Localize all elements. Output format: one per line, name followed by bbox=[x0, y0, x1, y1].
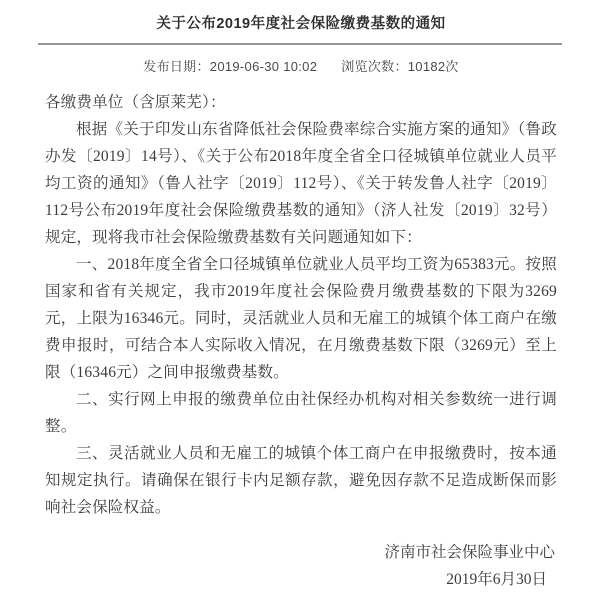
page-title: 关于公布2019年度社会保险缴费基数的通知 bbox=[156, 16, 446, 32]
meta-line bbox=[45, 59, 557, 75]
paragraph-item-2-online-declaration: 二、实行网上申报的缴费单位由社保经办机构对相关参数统一进行调整。 bbox=[45, 391, 557, 435]
notice-body bbox=[45, 89, 557, 521]
signature-organization: 济南市社会保险事业中心 bbox=[384, 544, 555, 561]
publish-date-value: 2019-06-30 10:02 bbox=[209, 59, 318, 74]
salutation: 各缴费单位（含原莱芜）： bbox=[45, 94, 226, 111]
views-value: 10182次 bbox=[407, 59, 459, 74]
paragraph-item-3-flexible-employment: 三、灵活就业人员和无雇工的城镇个体工商户在申报缴费时，按本通知规定执行。请确保在银行卡内足额存款，避免因存款不足造成断保而影响社会保险权益。 bbox=[45, 445, 557, 516]
signature-date: 2019年6月30日 bbox=[446, 571, 547, 588]
title-divider bbox=[38, 43, 562, 45]
paragraph-item-1-base-limits: 一、2018年度全省全口径城镇单位就业人员平均工资为65383元。按照国家和省有关规定，我市2019年度社会保险费月缴费基数的下限为3269元，上限为16346元。同时，灵活就业人员和无雇工的城镇个体工商户在缴费申报时，可结合本人实际收入情况，在月缴费基数下限（3269元）至上限（16346元）之间申报缴费基数。 bbox=[45, 256, 557, 381]
signature-block bbox=[45, 539, 557, 593]
paragraph-legal-basis: 根据《关于印发山东省降低社会保险费率综合实施方案的通知》（鲁政办发〔2019〕14号）、《关于公布2018年度全省全口径城镇单位就业人员平均工资的通知》（鲁人社字〔2019〕112号）、《关于转发鲁人社字〔2019〕112号公布2019年度社会保险缴费基数的通知》（济人社发〔2019〕32号）规定，现将我市社会保险缴费基数有关问题通知如下： bbox=[45, 121, 557, 246]
publish-date-label: 发布日期： bbox=[143, 59, 210, 74]
views-label: 浏览次数： bbox=[341, 59, 408, 74]
